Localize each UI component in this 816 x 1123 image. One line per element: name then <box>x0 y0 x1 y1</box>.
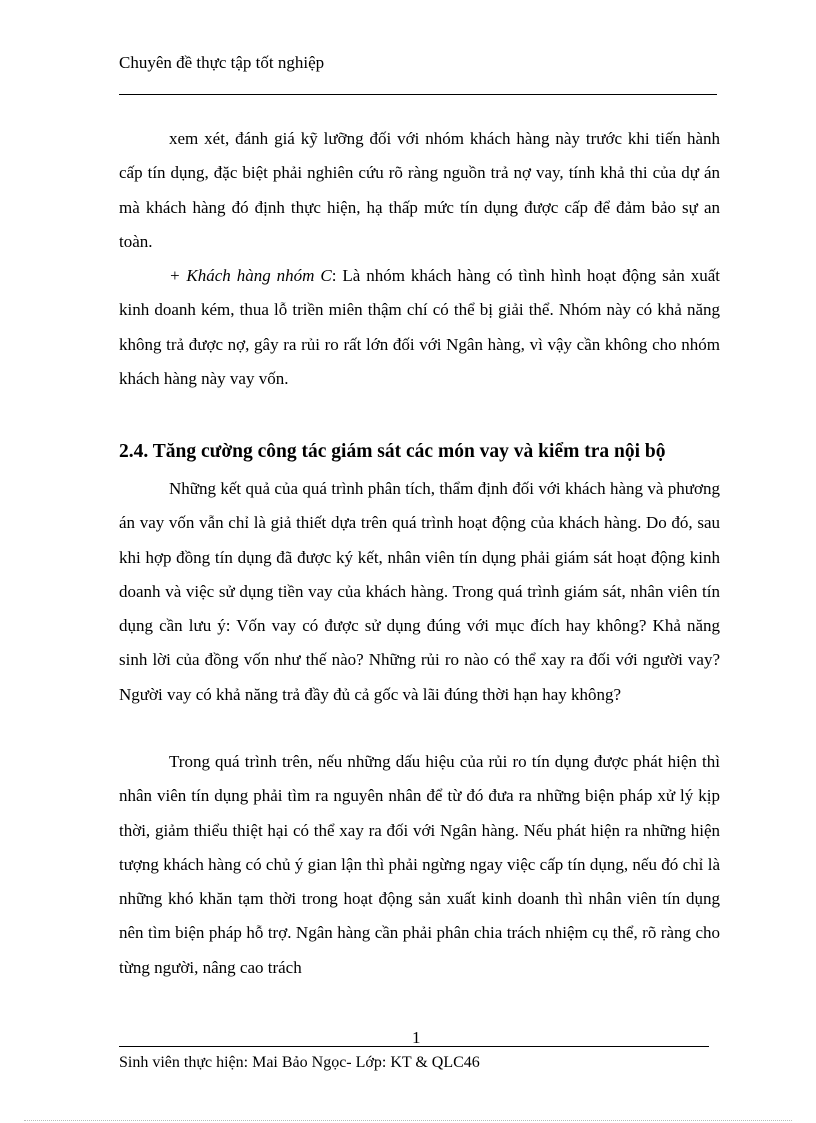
footer-author-line: Sinh viên thực hiện: Mai Bảo Ngọc- Lớp: KT & QLC46 <box>119 1054 480 1071</box>
page-number: 1 <box>412 1028 421 1047</box>
paragraph-2 <box>119 259 720 396</box>
header-divider <box>119 94 717 95</box>
page-bottom-border <box>24 1120 792 1121</box>
paragraph-1: xem xét, đánh giá kỹ lưỡng đối với nhóm khách hàng này trước khi tiến hành cấp tín dụng, đặc biệt phải nghiên cứu rõ ràng nguồn trả nợ vay, tính khả thi của dự án mà khách hàng đó định thực hiện, hạ thấp mức tín dụng được cấp để đảm bảo sự an toàn. <box>119 129 720 251</box>
paragraph-4: Trong quá trình trên, nếu những dấu hiệu của rủi ro tín dụng được phát hiện thì nhân viên tín dụng phải tìm ra nguyên nhân để từ đó đưa ra những biện pháp xử lý kịp thời, giảm thiểu thiệt hại có thể xay ra đối với Ngân hàng. Nếu phát hiện ra những hiện tượng khách hàng có chủ ý gian lận thì phải ngừng ngay việc cấp tín dụng, nếu đó chỉ là những khó khăn tạm thời trong hoạt động sản xuất kinh doanh thì nhân viên tín dụng nên tìm biện pháp hỗ trợ. Ngân hàng cần phải phân chia trách nhiệm cụ thể, rõ ràng cho từng người, nâng cao trách <box>119 752 720 977</box>
paragraph-3: Những kết quả của quá trình phân tích, thẩm định đối với khách hàng và phương án vay vốn vẫn chỉ là giả thiết dựa trên quá trình hoạt động của khách hàng. Do đó, sau khi hợp đồng tín dụng đã được ký kết, nhân viên tín dụng phải giám sát hoạt động kinh doanh và việc sử dụng tiền vay của khách hàng. Trong quá trình giám sát, nhân viên tín dụng cần lưu ý: Vốn vay có được sử dụng đúng với mục đích hay không? Khả năng sinh lời của đồng vốn như thế nào? Những rủi ro nào có thể xay ra đối với người vay? Người vay có khả năng trả đầy đủ cả gốc và lãi đúng thời hạn hay không? <box>119 479 720 704</box>
customer-group-c-label: + Khách hàng nhóm C <box>169 266 332 285</box>
header-title: Chuyên đề thực tập tốt nghiệp <box>119 53 325 72</box>
customer-group-c-text: : Là nhóm khách hàng có tình hình hoạt động sản xuất kinh doanh kém, thua lỗ triền miên thậm chí có thể bị giải thể. Nhóm này có khả năng không trả được nợ, gây ra rủi ro rất lớn đối với Ngân hàng, vì vậy cần không cho nhóm khách hàng này vay vốn. <box>119 266 720 388</box>
footer-divider <box>119 1046 709 1047</box>
section-heading: 2.4. Tăng cường công tác giám sát các món vay và kiểm tra nội bộ <box>119 441 666 462</box>
